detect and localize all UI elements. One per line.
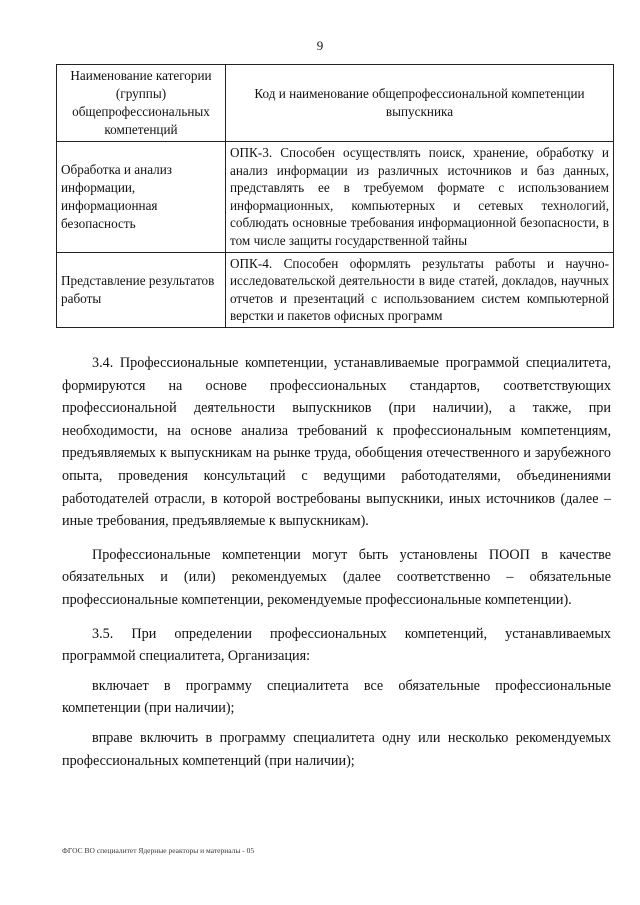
header-category: Наименование категории (группы) общепрофессиональных компетенций [57,65,226,142]
header-code: Код и наименование общепрофессиональной компетенции выпускника [226,65,614,142]
table-row [57,142,614,253]
paragraph-3-5: 3.5. При определении профессиональных компетенций, устанавливаемых программой специалитета, Организация: [62,625,611,665]
paragraph-may-include: вправе включить в программу специалитета одну или несколько рекомендуемых профессиональных компетенций (при наличии); [62,729,611,769]
table-row [57,252,614,327]
category-cell: Обработка и анализ информации, информационная безопасность [57,142,226,253]
page-number: 9 [316,38,324,53]
paragraph-pk-types: Профессиональные компетенции могут быть установлены ПООП в качестве обязательных и (или) рекомендуемых (далее соответственно – обязательные профессиональные компетенции, рекомендуемые профессиональные компетенции). [62,546,611,608]
competence-cell: ОПК-3. Способен осуществлять поиск, хранение, обработку и анализ информации из различных источников и баз данных, представлять ее в требуемом формате с использованием информационных, компьютерных и сетевых технологий, соблюдать основные требования информационной безопасности, в том числе защиты государственной тайны [226,142,614,253]
competence-table [56,64,614,328]
category-cell: Представление результатов работы [57,252,226,327]
competence-cell: ОПК-4. Способен оформлять результаты работы и научно-исследовательской деятельности в виде статей, докладов, научных отчетов и презентаций с использованием систем компьютерной верстки и пакетов офисных программ [226,252,614,327]
footer: ФГОС ВО специалитет Ядерные реакторы и материалы - 05 [62,846,255,855]
body-text [62,352,611,783]
table-header-row [57,65,614,142]
paragraph-includes: включает в программу специалитета все обязательные профессиональные компетенции (при наличии); [62,677,611,717]
paragraph-3-4: 3.4. Профессиональные компетенции, устанавливаемые программой специалитета, формируются на основе профессиональных стандартов, соответствующих профессиональной деятельности выпускников (при наличии), а также, при необходимости, на основе анализа требований к профессиональным компетенциям, предъявляемых к выпускникам на рынке труда, обобщения отечественного и зарубежного опыта, проведения консультаций с ведущими работодателями, объединениями работодателей отрасли, в которой востребованы выпускники, иных источников (далее – иные требования, предъявляемые к выпускникам). [62,355,611,530]
